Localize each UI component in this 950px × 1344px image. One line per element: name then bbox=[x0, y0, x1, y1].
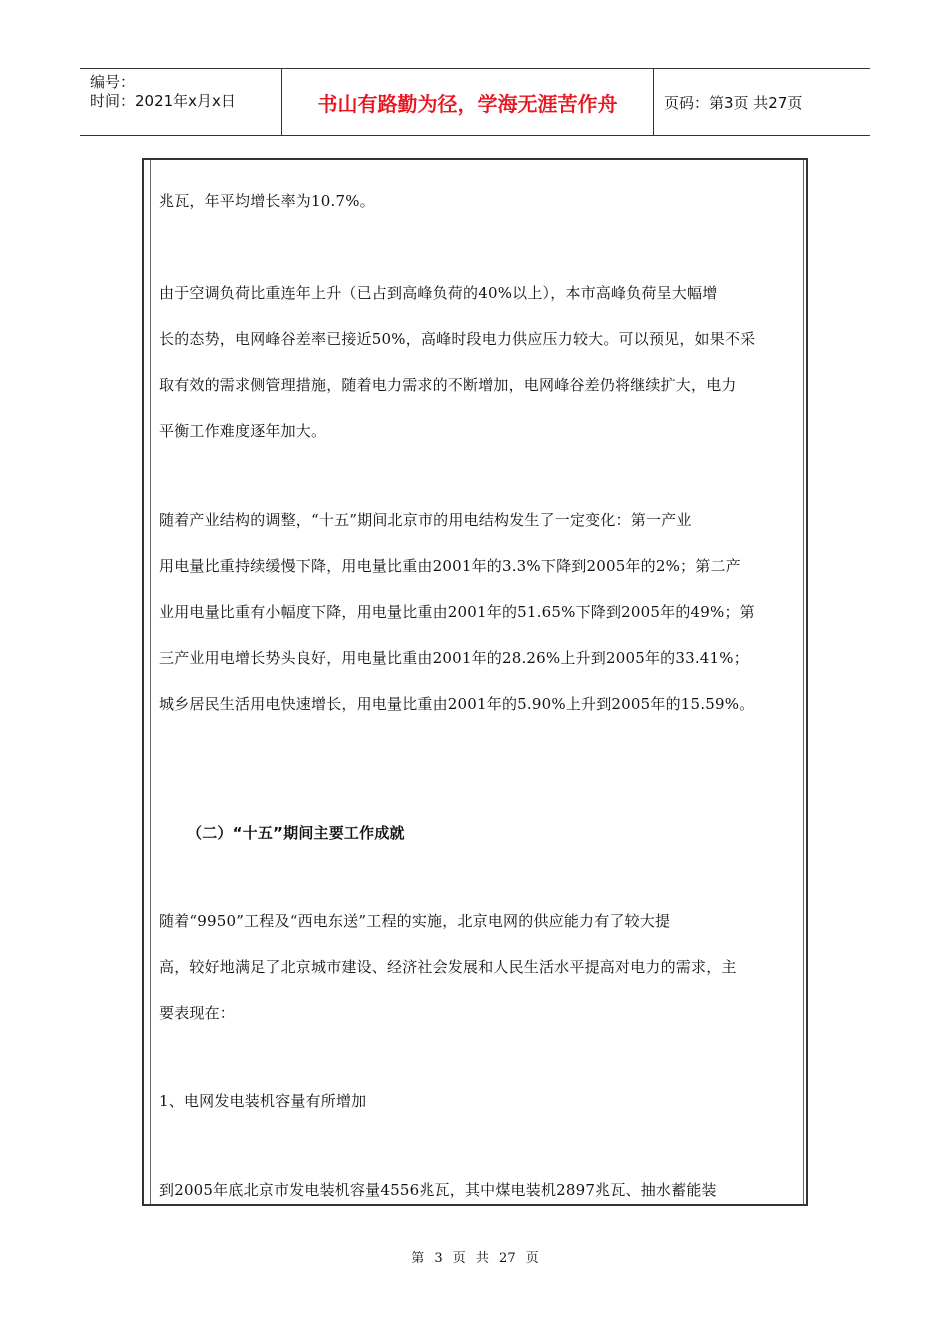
date-label: 时间：2021年x月x日 bbox=[90, 92, 236, 110]
body-line: 要表现在： bbox=[159, 1004, 236, 1022]
body-line: 三产业用电增长势头良好，用电量比重由2001年的28.26%上升到2005年的33.41%； bbox=[159, 649, 749, 667]
body-line: 到2005年底北京市发电装机容量4556兆瓦，其中煤电装机2897兆瓦、抽水蓄能装 bbox=[159, 1181, 717, 1199]
body-line: 随着“9950”工程及“西电东送”工程的实施，北京电网的供应能力有了较大提 bbox=[159, 912, 671, 930]
section-heading: （二）“十五”期间主要工作成就 bbox=[187, 824, 405, 842]
header-page-code: 页码：第3页 共27页 bbox=[664, 93, 803, 112]
body-line: 取有效的需求侧管理措施，随着电力需求的不断增加，电网峰谷差仍将继续扩大，电力 bbox=[159, 376, 737, 394]
body-line: 用电量比重持续缓慢下降，用电量比重由2001年的3.3%下降到2005年的2%；第二产 bbox=[159, 557, 741, 575]
header-meta bbox=[80, 69, 282, 135]
content-inner-frame bbox=[150, 160, 804, 1204]
page-header bbox=[80, 68, 870, 136]
content-frame bbox=[142, 158, 808, 1206]
body-line: 长的态势，电网峰谷差率已接近50%，高峰时段电力供应压力较大。可以预见，如果不采 bbox=[159, 330, 756, 348]
body-line: 城乡居民生活用电快速增长，用电量比重由2001年的5.90%上升到2005年的15.59%。 bbox=[159, 695, 755, 713]
header-motto: 书山有路勤为径，学海无涯苦作舟 bbox=[282, 69, 654, 135]
number-label: 编号： bbox=[90, 73, 136, 91]
body-line: 业用电量比重有小幅度下降，用电量比重由2001年的51.65%下降到2005年的49%；第 bbox=[159, 603, 755, 621]
body-line: 由于空调负荷比重连年上升（已占到高峰负荷的40%以上），本市高峰负荷呈大幅增 bbox=[159, 284, 718, 302]
body-line: 兆瓦，年平均增长率为10.7%。 bbox=[159, 192, 375, 210]
body-line: 高，较好地满足了北京城市建设、经济社会发展和人民生活水平提高对电力的需求，主 bbox=[159, 958, 737, 976]
body-line: 平衡工作难度逐年加大。 bbox=[159, 422, 327, 440]
list-item-heading: 1、电网发电装机容量有所增加 bbox=[159, 1092, 367, 1110]
body-line: 随着产业结构的调整，“十五”期间北京市的用电结构发生了一定变化：第一产业 bbox=[159, 511, 692, 529]
page-footer: 第 3 页 共 27 页 bbox=[411, 1251, 539, 1266]
